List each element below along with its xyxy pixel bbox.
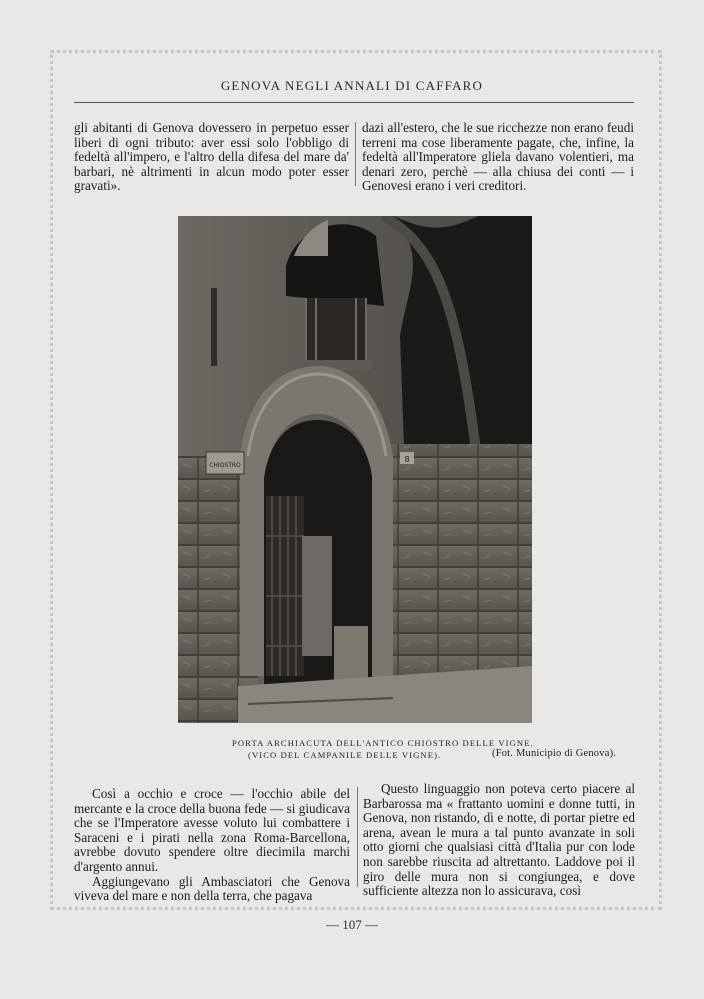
- bottom-right-paragraph: Questo linguaggio non poteva certo piacere al Barbarossa ma « frattanto uomini e donne tutti, in Genova, non ristando, dì e notte, di portar pietre ed arena, avean le mura a tal punto avanzate in soli otto giorni che qualsiasi città d'Italia pur con lode non sarebbe riuscita ad altrettanto. Laddove poi il giro delle mura non si congiungea, e dove sufficiente altezza non lo assicurava, così: [363, 781, 635, 899]
- top-left-paragraph: gli abitanti di Genova dovessero in perpetuo esser liberi di ogni tributo: aver essi solo l'obbligo di fedeltà all'impero, e l'altro della difesa del mare da' barbari, nè altrimenti in alcun modo poter esser gravati».: [74, 120, 349, 194]
- bottom-left-paragraph-2: Aggiungevano gli Ambasciatori che Genova viveva del mare e non della terra, che pagava: [74, 873, 350, 904]
- photograph-gothic-doorway: [178, 216, 532, 723]
- top-left-column: [74, 121, 349, 194]
- page-number: — 107 —: [326, 917, 378, 932]
- doorway-illustration: [178, 216, 532, 723]
- door-sign-text: CHIOSTRO: [209, 462, 241, 469]
- top-right-paragraph: dazi all'estero, che le sue ricchezze non erano feudi terreni ma cose liberamente pagate, che, infine, la fedeltà all'Imperatore gliela davano volentieri, ma denari zero, perchè — alla chiusa dei conti — i Genovesi erano i veri creditori.: [362, 120, 634, 194]
- running-title: GENOVA NEGLI ANNALI DI CAFFARO: [220, 78, 484, 93]
- house-number: 8: [404, 455, 410, 464]
- top-column-divider: [355, 122, 356, 186]
- bottom-left-column: [74, 787, 350, 904]
- header-rule: [74, 102, 634, 103]
- photo-credit: (Fot. Municipio di Genova).: [492, 748, 617, 759]
- bottom-column-divider: [357, 787, 358, 887]
- bottom-left-paragraph-1: Così a occhio e croce — l'occhio abile del mercante e la croce della buona fede — si giudicava che se l'Imperatore avesse voluto lui combattere i Saraceni e i pirati nella zona Roma-Barcellona, avrebbe dovuto spendere oltre diecimila marchi d'argento annui.: [74, 786, 350, 874]
- caption-location: (VICO DEL CAMPANILE DELLE VIGNE).: [248, 750, 442, 760]
- top-right-column: [362, 121, 634, 194]
- caption-title: PORTA ARCHIACUTA DELL'ANTICO CHIOSTRO DELLE VIGNE.: [232, 738, 534, 748]
- bottom-right-column: [363, 782, 635, 899]
